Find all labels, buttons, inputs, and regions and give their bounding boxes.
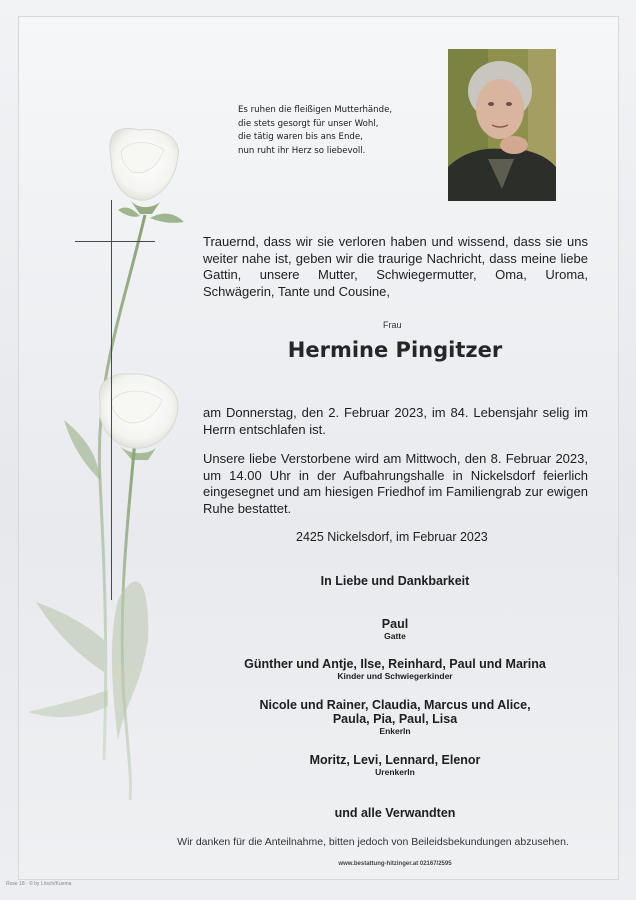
poem-line: Es ruhen die fleißigen Mutterhände, [238, 105, 393, 115]
mourner-names: Paula, Pia, Paul, Lisa [332, 712, 458, 726]
announcement-intro: Trauernd, dass wir sie verloren haben und wissend, dass sie uns weiter nahe ist, geben wir die traurige Nachricht, dass meine liebe Gattin, unsere Mutter, Schwiegermutter, Oma, Uroma, Schwägerin, Tante und Cousine, [203, 234, 588, 299]
death-notice: am Donnerstag, den 2. Februar 2023, im 84. Lebensjahr selig im Herrn entschlafen ist. [203, 405, 588, 437]
poem [238, 104, 438, 158]
portrait-photo [448, 49, 556, 201]
mourner-relation: Enkerln [379, 726, 411, 736]
mourner-group [200, 617, 590, 641]
mourner-names: Günther und Antje, Ilse, Reinhard, Paul und Marina [244, 657, 546, 671]
poem-line: nun ruht ihr Herz so liebevoll. [238, 145, 366, 156]
poem-line: die tätig waren bis ans Ende, [238, 132, 363, 143]
mourner-relation: Kinder und Schwiegerkinder [337, 671, 453, 681]
relatives-line: und alle Verwandten [334, 806, 456, 820]
cross-horizontal [75, 241, 155, 242]
mourner-relation: Gatte [384, 631, 406, 641]
portrait-illustration [448, 49, 556, 201]
mourner-names: Nicole und Rainer, Claudia, Marcus und Alice, [259, 698, 531, 712]
cross-vertical [111, 200, 112, 600]
place-date: 2425 Nickelsdorf, im Februar 2023 [296, 530, 488, 544]
mourner-names: Moritz, Levi, Lennard, Elenor [309, 753, 481, 767]
thanks-note: Wir danken für die Anteilnahme, bitten jedoch von Beileidsbekundungen abzusehen. [177, 836, 569, 848]
mourner-group [200, 657, 590, 681]
mourner-group [200, 753, 590, 777]
funeral-home-contact: www.bestattung-hitzinger.at 02167/2595 [338, 861, 452, 867]
mourner-names: Paul [381, 617, 409, 631]
poem-line: die stets gesorgt für unser Wohl, [238, 118, 379, 129]
mourners-heading: In Liebe und Dankbarkeit [320, 574, 470, 588]
salutation: Frau [383, 320, 402, 330]
deceased-name: Hermine Pingitzer [287, 338, 503, 362]
image-credit: Rose 18 · © by Lösch/Kuema [6, 881, 72, 887]
mourner-group [200, 698, 590, 736]
white-roses-illustration [0, 0, 200, 820]
funeral-details: Unsere liebe Verstorbene wird am Mittwoch, den 8. Februar 2023, um 14.00 Uhr in der Aufbahrungshalle in Nickelsdorf feierlich eingesegnet und am hiesigen Friedhof im Familiengrab zur ewigen Ruhe bestattet. [203, 451, 588, 516]
mourner-relation: Urenkerln [375, 767, 415, 777]
